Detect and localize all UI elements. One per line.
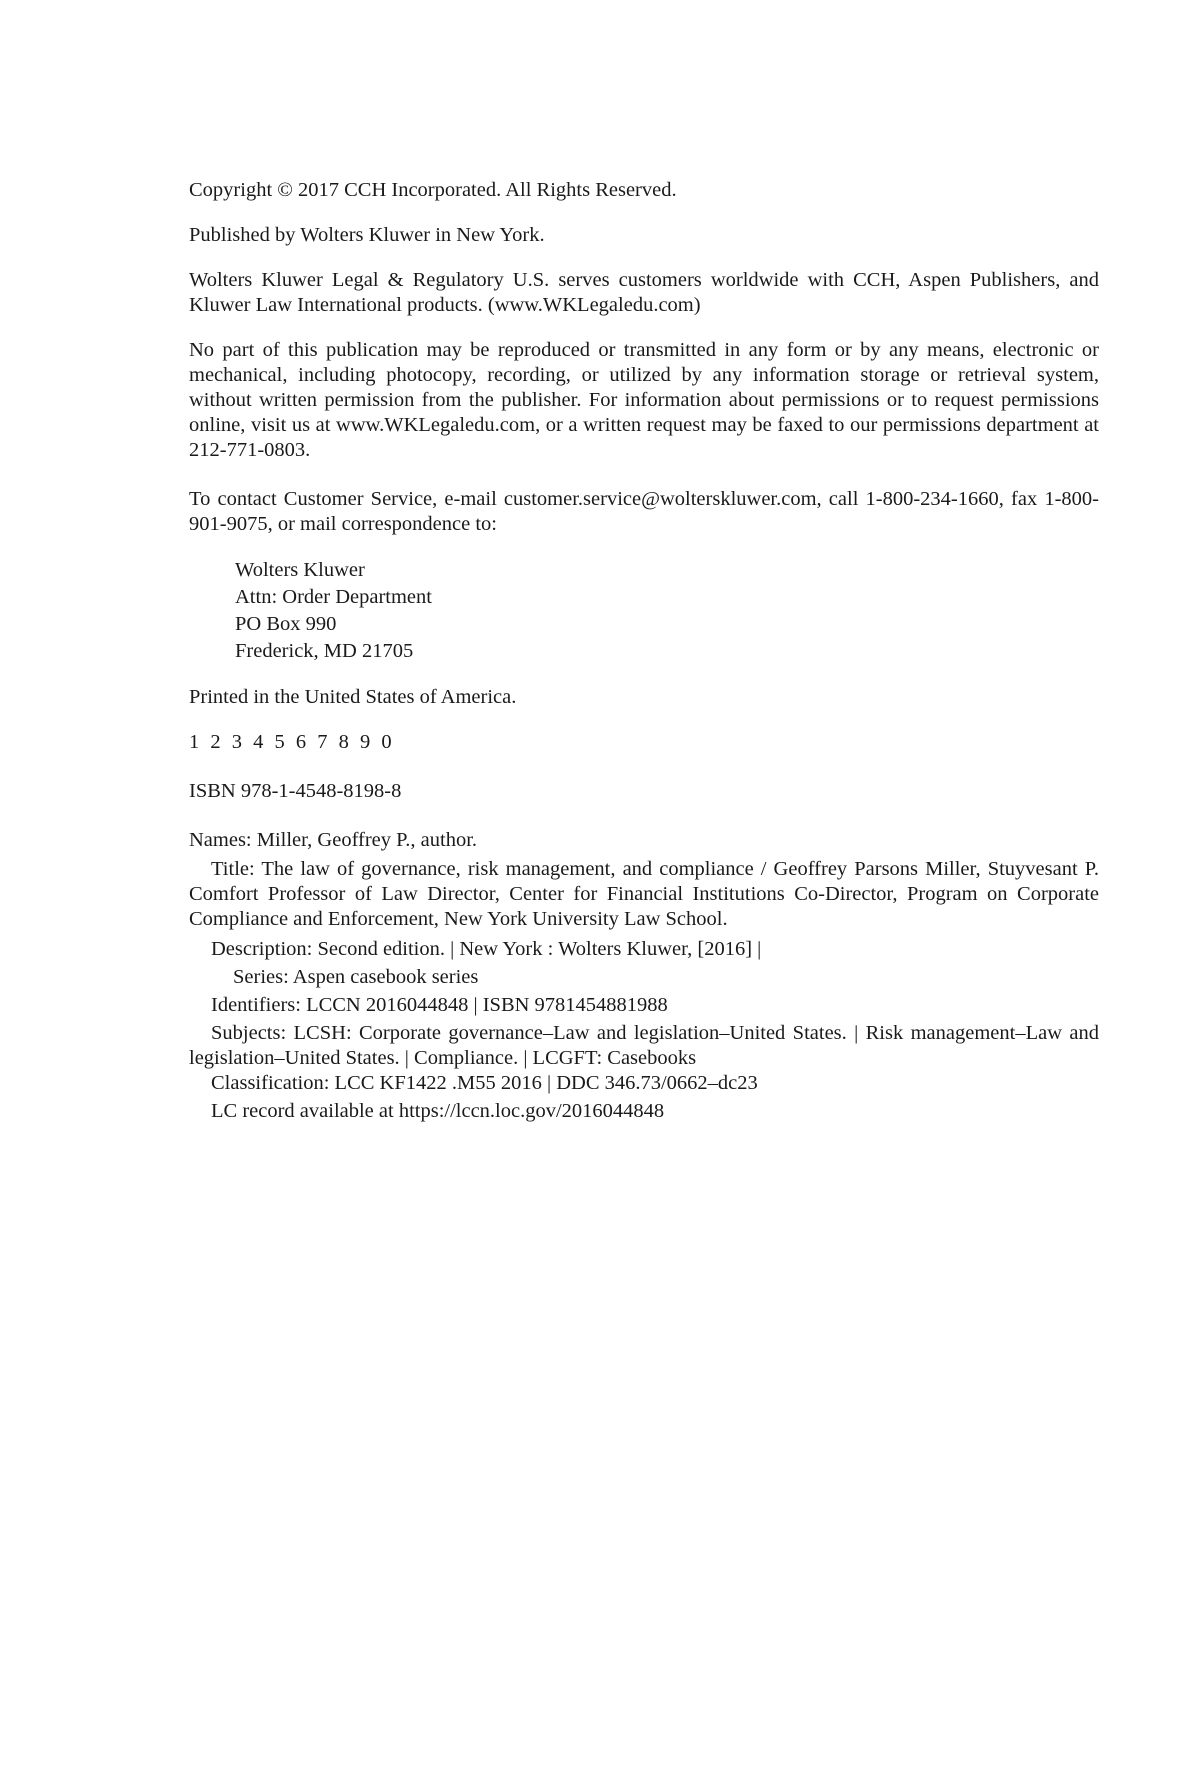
cip-series: Series: Aspen casebook series — [233, 966, 479, 988]
address-line-pobox: PO Box 990 — [235, 613, 337, 635]
cip-names: Names: Miller, Geoffrey P., author. — [189, 829, 478, 851]
cataloging-in-publication-data — [189, 828, 1099, 1124]
cip-description: Description: Second edition. | New York : Wolters Kluwer, [2016] | — [211, 938, 762, 960]
isbn: ISBN 978-1-4548-8198-8 — [189, 780, 402, 802]
address-line-attn: Attn: Order Department — [235, 586, 432, 608]
cip-title: Title: The law of governance, risk management, and compliance / Geoffrey Parsons Miller, Stuyvesant P. Comfort Professor of Law Director, Center for Financial Institutions Co-Director, Program on Corporate Compliance and Enforcement, New York University Law School. — [189, 858, 1099, 930]
copyright-notice: Copyright © 2017 CCH Incorporated. All Rights Reserved. — [189, 179, 677, 201]
cip-identifiers: Identifiers: LCCN 2016044848 | ISBN 9781454881988 — [211, 994, 668, 1016]
permissions-statement: No part of this publication may be reproduced or transmitted in any form or by any means, electronic or mechanical, including photocopy, recording, or utilized by any information storage or retrieval system, without written permission from the publisher. For information about permissions or to request permissions online, visit us at www.WKLegaledu.com, or a written request may be faxed to our permissions department at 212-771-0803. — [189, 339, 1099, 461]
customer-service-contact: To contact Customer Service, e-mail customer.service@wolterskluwer.com, call 1-800-234-1660, fax 1-800-901-9075, or mail correspondence to: — [189, 488, 1099, 535]
cip-classification: Classification: LCC KF1422 .M55 2016 | DDC 346.73/0662–dc23 — [211, 1072, 758, 1094]
address-line-city: Frederick, MD 21705 — [235, 640, 414, 662]
cip-subjects: Subjects: LCSH: Corporate governance–Law and legislation–United States. | Risk management–Law and legislation–United States. | Compliance. | LCGFT: Casebooks — [189, 1022, 1099, 1069]
print-number-sequence: 1 2 3 4 5 6 7 8 9 0 — [189, 731, 395, 753]
cip-lc-record: LC record available at https://lccn.loc.gov/2016044848 — [211, 1100, 665, 1122]
mailing-address — [235, 557, 1099, 665]
address-line-company: Wolters Kluwer — [235, 559, 365, 581]
copyright-text-block — [189, 178, 1099, 1127]
publisher-statement: Published by Wolters Kluwer in New York. — [189, 224, 545, 246]
publisher-description: Wolters Kluwer Legal & Regulatory U.S. serves customers worldwide with CCH, Aspen Publishers, and Kluwer Law International products. (www.WKLegaledu.com) — [189, 269, 1099, 316]
printed-in-statement: Printed in the United States of America. — [189, 686, 517, 708]
